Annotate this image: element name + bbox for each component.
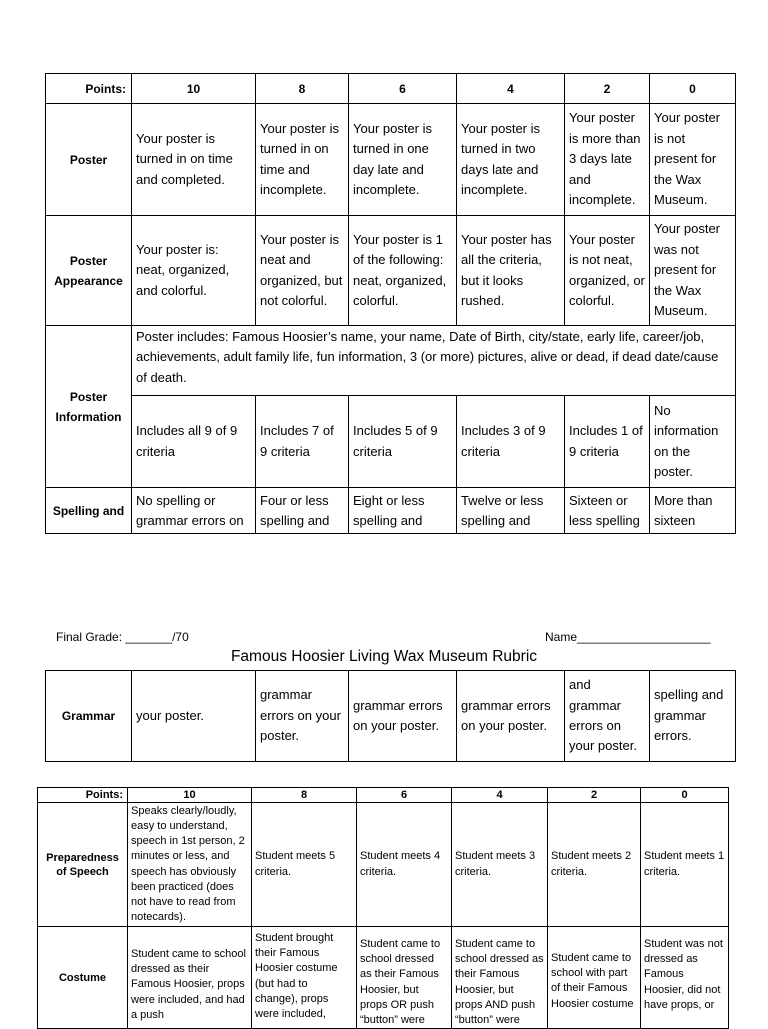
information-cell-8: Includes 7 of 9 criteria [256, 396, 349, 488]
costume-cell-4: Student came to school dressed as their Famous Hoosier, but props AND push “button” were [452, 927, 548, 1029]
row-label-grammar: Grammar [46, 671, 132, 762]
points-2-header: 2 [565, 74, 650, 104]
name-line: Name____________________ [545, 630, 711, 644]
bottom-points-6-header: 6 [357, 788, 452, 803]
row-label-costume: Costume [38, 927, 128, 1029]
points-10-header: 10 [132, 74, 256, 104]
bottom-points-10-header: 10 [128, 788, 252, 803]
final-grade-line: Final Grade: _______/70 [56, 630, 189, 644]
poster-cell-0: Your poster is not present for the Wax Museum. [650, 104, 736, 216]
appearance-cell-4: Your poster has all the criteria, but it looks rushed. [457, 216, 565, 326]
speech-cell-4: Student meets 3 criteria. [452, 803, 548, 927]
grammar-cell-10: your poster. [132, 671, 256, 762]
poster-cell-4: Your poster is turned in two days late and incomplete. [457, 104, 565, 216]
appearance-row [46, 216, 736, 326]
costume-cell-10: Student came to school dressed as their Famous Hoosier, props were included, and had a push [128, 927, 252, 1029]
row-label-spelling: Spelling and [46, 488, 132, 534]
costume-cell-8: Student brought their Famous Hoosier costume (but had to change), props were included, [252, 927, 357, 1029]
grammar-cell-6: grammar errors on your poster. [349, 671, 457, 762]
speech-cell-8: Student meets 5 criteria. [252, 803, 357, 927]
information-cell-4: Includes 3 of 9 criteria [457, 396, 565, 488]
grammar-row [46, 671, 736, 762]
poster-cell-2: Your poster is more than 3 days late and incomplete. [565, 104, 650, 216]
costume-row [38, 927, 729, 1029]
grammar-cell-2: and grammar errors on your poster. [565, 671, 650, 762]
row-label-information: Poster Information [46, 326, 132, 488]
poster-cell-6: Your poster is turned in one day late and incomplete. [349, 104, 457, 216]
costume-cell-0: Student was not dressed as Famous Hoosier, did not have props, or [641, 927, 729, 1029]
bottom-points-4-header: 4 [452, 788, 548, 803]
speech-cell-0: Student meets 1 criteria. [641, 803, 729, 927]
spelling-cell-6: Eight or less spelling and [349, 488, 457, 534]
spelling-row [46, 488, 736, 534]
grammar-cell-0: spelling and grammar errors. [650, 671, 736, 762]
page-title: Famous Hoosier Living Wax Museum Rubric [230, 648, 538, 665]
bottom-points-2-header: 2 [548, 788, 641, 803]
points-6-header: 6 [349, 74, 457, 104]
bottom-points-0-header: 0 [641, 788, 729, 803]
speech-cell-10: Speaks clearly/loudly, easy to understand, speech in 1st person, 2 minutes or less, and speech has obviously been practiced (does not have to read from notecards). [128, 803, 252, 927]
costume-cell-6: Student came to school dressed as their Famous Hoosier, but props OR push “button” were [357, 927, 452, 1029]
speech-row [38, 803, 729, 927]
information-cell-2: Includes 1 of 9 criteria [565, 396, 650, 488]
information-cell-0: No information on the poster. [650, 396, 736, 488]
bottom-header-row [38, 788, 729, 803]
appearance-cell-6: Your poster is 1 of the following: neat, organized, colorful. [349, 216, 457, 326]
appearance-cell-8: Your poster is neat and organized, but not colorful. [256, 216, 349, 326]
spelling-cell-2: Sixteen or less spelling [565, 488, 650, 534]
points-0-header: 0 [650, 74, 736, 104]
rubric-table-bottom [37, 787, 729, 1029]
grammar-table [45, 670, 736, 762]
appearance-cell-0: Your poster was not present for the Wax Museum. [650, 216, 736, 326]
rubric-table-top [45, 73, 736, 534]
information-cell-10: Includes all 9 of 9 criteria [132, 396, 256, 488]
poster-row [46, 104, 736, 216]
speech-cell-6: Student meets 4 criteria. [357, 803, 452, 927]
points-header: Points: [46, 74, 132, 104]
spelling-cell-8: Four or less spelling and [256, 488, 349, 534]
spelling-cell-0: More than sixteen [650, 488, 736, 534]
information-cell-6: Includes 5 of 9 criteria [349, 396, 457, 488]
header-row [46, 74, 736, 104]
speech-cell-2: Student meets 2 criteria. [548, 803, 641, 927]
row-label-poster: Poster [46, 104, 132, 216]
spelling-cell-10: No spelling or grammar errors on [132, 488, 256, 534]
information-description-row [46, 326, 736, 396]
information-row [46, 396, 736, 488]
poster-cell-8: Your poster is turned in on time and incomplete. [256, 104, 349, 216]
poster-cell-10: Your poster is turned in on time and completed. [132, 104, 256, 216]
grammar-cell-4: grammar errors on your poster. [457, 671, 565, 762]
appearance-cell-10: Your poster is: neat, organized, and colorful. [132, 216, 256, 326]
points-8-header: 8 [256, 74, 349, 104]
row-label-appearance: Poster Appearance [46, 216, 132, 326]
information-description: Poster includes: Famous Hoosier’s name, your name, Date of Birth, city/state, early life, career/job, achievements, adult family life, fun information, 3 (or more) pictures, alive or dead, if dead date/cause of death. [132, 326, 736, 396]
row-label-speech: Preparedness of Speech [38, 803, 128, 927]
appearance-cell-2: Your poster is not neat, organized, or colorful. [565, 216, 650, 326]
bottom-points-8-header: 8 [252, 788, 357, 803]
spelling-cell-4: Twelve or less spelling and [457, 488, 565, 534]
grammar-cell-8: grammar errors on your poster. [256, 671, 349, 762]
bottom-points-header: Points: [38, 788, 128, 803]
costume-cell-2: Student came to school with part of their Famous Hoosier costume [548, 927, 641, 1029]
points-4-header: 4 [457, 74, 565, 104]
